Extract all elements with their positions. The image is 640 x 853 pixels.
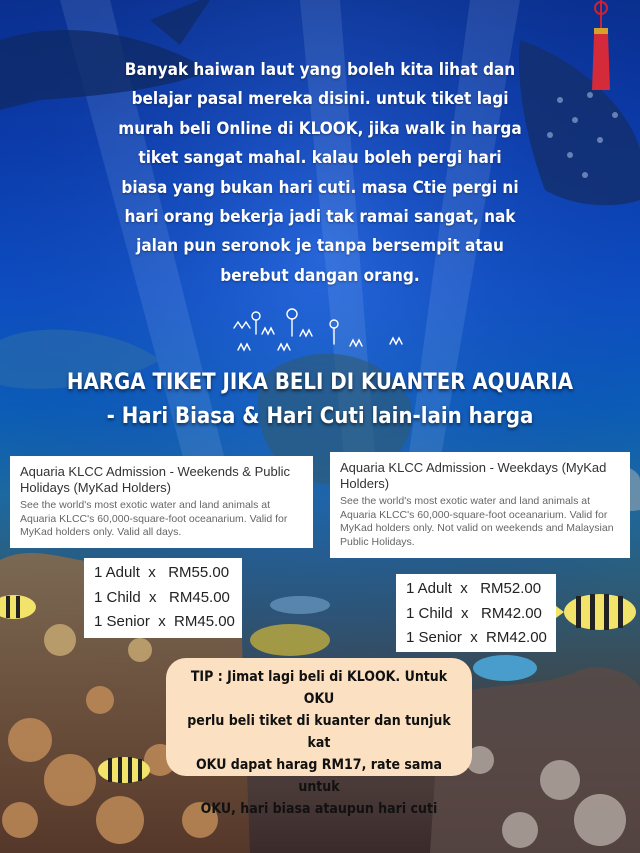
intro-line: murah beli Online di KLOOK, jika walk in harga bbox=[118, 118, 522, 139]
price-row: 1 Senior x RM45.00 bbox=[94, 613, 235, 630]
tip-line: perlu beli tiket di kuanter dan tunjuk kat bbox=[187, 713, 451, 751]
tip-box bbox=[166, 658, 472, 817]
intro-line: biasa yang bukan hari cuti. masa Ctie pergi ni bbox=[121, 177, 519, 198]
weekend-price-list bbox=[84, 558, 242, 638]
weekend-admission-card bbox=[10, 456, 313, 548]
tassel-ornament bbox=[586, 0, 616, 95]
weekday-admission-card bbox=[330, 452, 630, 558]
weekday-price-list bbox=[396, 574, 556, 652]
tip-line: OKU, hari biasa ataupun hari cuti bbox=[200, 801, 438, 817]
intro-paragraph bbox=[110, 56, 530, 291]
card-title: Aquaria KLCC Admission - Weekends & Public Holidays (MyKad Holders) bbox=[20, 464, 290, 495]
tip-line: TIP : Jimat lagi beli di KLOOK. Untuk OKU bbox=[190, 669, 448, 707]
intro-line: tiket sangat mahal. kalau boleh pergi hari bbox=[138, 148, 502, 169]
intro-line: hari orang bekerja jadi tak ramai sangat, nak bbox=[124, 207, 516, 228]
headline-line-1: HARGA TIKET JIKA BELI DI KUANTER AQUARIA bbox=[66, 370, 574, 395]
price-row: 1 Child x RM45.00 bbox=[94, 588, 230, 606]
intro-line: jalan pun seronok je tanpa bersempit atau bbox=[136, 236, 504, 257]
intro-line: belajar pasal mereka disini. untuk tiket lagi bbox=[131, 89, 509, 110]
price-row: 1 Adult x RM55.00 bbox=[94, 564, 230, 581]
headline-line-2: - Hari Biasa & Hari Cuti lain-lain harga bbox=[106, 404, 534, 429]
price-row: 1 Senior x RM42.00 bbox=[406, 629, 547, 646]
card-title: Aquaria KLCC Admission - Weekdays (MyKad Holders) bbox=[340, 460, 607, 491]
price-row: 1 Child x RM42.00 bbox=[406, 604, 542, 622]
tip-line: OKU dapat harag RM17, rate sama untuk bbox=[195, 757, 443, 795]
card-description: See the world's most exotic water and land animals at Aquaria KLCC's 60,000-square-foot oceanarium. Valid for MyKad holders only. Not valid on weekends and Malaysian Public Holidays. bbox=[340, 495, 614, 548]
intro-line: Banyak haiwan laut yang boleh kita lihat dan bbox=[124, 60, 516, 80]
price-headline bbox=[40, 366, 600, 434]
intro-line: berebut dangan orang. bbox=[220, 265, 420, 286]
card-description: See the world's most exotic water and land animals at Aquaria KLCC's 60,000-square-foot oceanarium. Valid for MyKad holders only. Valid all days. bbox=[20, 499, 288, 538]
price-row: 1 Adult x RM52.00 bbox=[406, 580, 542, 597]
striped-fish-bottom bbox=[98, 757, 150, 783]
flower-doodle bbox=[230, 304, 410, 354]
